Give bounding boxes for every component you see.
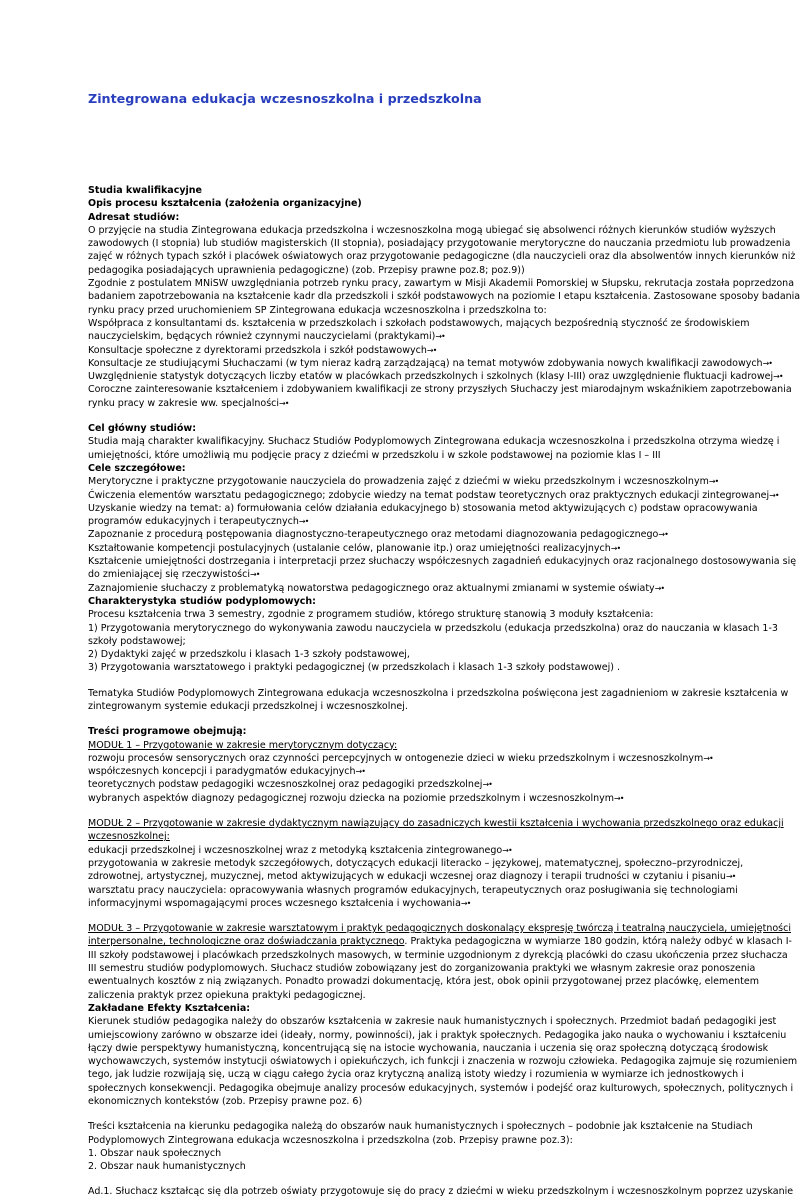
text-line (88, 475, 719, 488)
line-text: III szkoły podstawowej i placówkach przedszkolnych masowych, w terminie uzgodnionym z dyrekcją placówki do czasu ukończenia przez słuchacza (88, 949, 788, 961)
text-line (88, 224, 776, 237)
text-line (88, 237, 791, 250)
text-line (88, 765, 698, 778)
text-line (88, 648, 698, 661)
text-line (88, 857, 744, 870)
paragraph-mark-icon: →• (703, 753, 713, 763)
text-line (88, 778, 698, 791)
line-text: teoretycznych podstaw pedagogiki wczesnoszkolnej oraz pedagogiki przedszkolnej (88, 779, 483, 791)
text-line (88, 277, 795, 290)
line-text: zdrowotnej, artystycznej, muzycznej, metod aktywizujących w edukacji wczesnej oraz diagnozy i terapii trudności w czytaniu i pisaniu (88, 871, 726, 883)
text-line (88, 792, 698, 805)
line-text: Podyplomowych Zintegrowana edukacja wczesnoszkolna i przedszkolna (zob. Przepisy prawne poz.3): (88, 1134, 573, 1146)
line-text: tego, jak ludzie rozwijają się, uczą w ciągu całego życia oraz krytyczną analizą istoty wiedzy i rozumienia w wymiarze ich jednostkowych i (88, 1069, 744, 1081)
page-title: Zintegrowana edukacja wczesnoszkolna i przedszkolna (88, 91, 482, 106)
text-line (88, 1015, 777, 1028)
paragraph-mark-icon: →• (614, 793, 624, 803)
text-line (88, 449, 698, 462)
line-text: 1) Przygotowania merytorycznego do wykonywania zawodu nauczyciela w przedszkolu (edukacja przedszkolna) oraz do nauczania w klasach 1-3 (88, 622, 778, 634)
paragraph-mark-icon: →• (426, 345, 437, 355)
line-text: rozwoju procesów sensorycznych oraz czynności percepcyjnych w ontogenezie dzieci w wieku przedszkolnym i wczesnoszkolnym (88, 752, 704, 764)
paragraph-mark-icon: →• (773, 372, 783, 382)
line-text: III semestru studiów podyplomowych. Słuchacz studiów zobowiązany jest do zorganizowania praktyki we własnym zakresie oraz ponoszenia (88, 963, 756, 975)
line-text: MODUŁ 2 – Przygotowanie w zakresie dydaktycznym nawiązujący do zasadniczych kwestii kształcenia i wychowania przedszkolnego oraz edukacji (88, 818, 784, 830)
text-line (88, 1042, 769, 1055)
line-text: Studia kwalifikacyjne (88, 185, 202, 196)
line-text: społecznych konsekwencji. Pedagogika obejmuje analizy procesów edukacyjnych, systemów i podejść oraz kulturowych, społecznych, politycznych i (88, 1082, 794, 1094)
line-text: Cele szczegółowe: (88, 462, 186, 474)
line-text: umiejscowiony zarówno w obszarze idei (ideały, normy, powinności), jak i praktyk społecznych. Pedagogika jako nauka o wychowaniu i kształceniu (88, 1029, 787, 1041)
text-segment: interpersonalne, technologiczne oraz doświadczania praktycznego (88, 936, 405, 948)
line-text: Uzyskanie wiedzy na temat: a) formułowania celów działania edukacyjnego b) stosowania metod aktywizujących c) podstaw opracowywania (88, 502, 758, 514)
paragraph-mark-icon: →• (355, 767, 365, 777)
line-text: Treści programowe obejmują: (88, 726, 247, 738)
line-text: pedagogika posiadających uprawnienia pedagogiczne) (zob. Przepisy prawne poz.8; poz.9)) (88, 264, 525, 276)
paragraph-mark-icon: →• (610, 543, 621, 553)
paragraph-mark-icon: →• (762, 358, 772, 368)
text-line (88, 1134, 698, 1147)
text-line (88, 1160, 698, 1173)
line-text: O przyjęcie na studia Zintegrowana edukacja przedszkolna i wczesnoszkolna mogą ubiegać się absolwenci różnych kierunków studiów wyższych (88, 224, 776, 236)
paragraph-gap (88, 1108, 698, 1120)
text-line (88, 844, 698, 857)
line-text: Kształtowanie kompetencji postulacyjnych (ustalanie celów, planowanie itp.) oraz umiejętności realizacyjnych (88, 542, 611, 554)
paragraph-gap (88, 910, 698, 922)
line-text: edukacji przedszkolnej i wczesnoszkolnej wraz z metodyką kształcenia zintegrowanego (88, 844, 503, 856)
section-heading (88, 184, 698, 197)
paragraph-gap (88, 805, 698, 817)
section-heading (88, 1002, 698, 1015)
line-text: zaliczenia praktyk przez opiekuna praktyki pedagogicznej. (88, 989, 366, 1001)
line-text: programów edukacyjnych i terapeutycznych (88, 516, 299, 528)
paragraph-mark-icon: →• (279, 398, 289, 408)
text-line (88, 949, 788, 962)
text-line (88, 870, 736, 883)
text-line (88, 357, 772, 370)
paragraph-mark-icon: →• (502, 845, 512, 855)
text-line (88, 555, 797, 568)
line-text: Ad.1. Słuchacz kształcąc się dla potrzeb oświaty przygotowuje się do pracy z dziećmi w wieku przedszkolnym i wczesnoszkolnym poprzez uzyskanie (88, 1186, 794, 1198)
text-line (88, 304, 698, 317)
text-line (88, 700, 698, 713)
text-line (88, 1082, 794, 1095)
section-heading (88, 462, 698, 475)
line-text: wychowawczych, systemów instytucji oświatowych i opiekuńczych, ich funkcji i znaczenia w rozwoju człowieka. Pedagogika zajmuje się rozumieniem (88, 1056, 798, 1068)
line-text: Zakładane Efekty Kształcenia: (88, 1002, 251, 1014)
text-line (88, 568, 698, 581)
line-text: Konsultacje społeczne z dyrektorami przedszkola i szkół podstawowych (88, 344, 427, 356)
paragraph-gap (88, 675, 698, 687)
line-text: Charakterystyka studiów podyplomowych: (88, 595, 316, 607)
line-text: Opis procesu kształcenia (założenia organizacyjne) (88, 198, 362, 210)
section-heading (88, 422, 698, 435)
line-text: ekonomicznych kontekstów (zob. Przepisy prawne poz. 6) (88, 1096, 363, 1107)
text-line (88, 528, 698, 541)
text-line (88, 687, 789, 700)
text-line (88, 661, 698, 674)
text-line (88, 1120, 753, 1133)
text-line (88, 250, 796, 263)
text-line (88, 962, 756, 975)
line-text: Kierunek studiów pedagogika należy do obszarów kształcenia w zakresie nauk humanistycznych i społecznych. Przedmiot badań pedagogiki jest (88, 1016, 777, 1028)
text-line (88, 489, 779, 502)
text-line (88, 1095, 698, 1108)
text-line (88, 1068, 744, 1081)
text-line (88, 739, 698, 752)
line-text: Studia mają charakter kwalifikacyjny. Słuchacz Studiów Podyplomowych Zintegrowana edukacja wczesnoszkolna i przedszkolna otrzyma wiedzę i (88, 436, 780, 448)
text-line (88, 330, 698, 343)
text-line (88, 752, 713, 765)
line-text: 2) Dydaktyki zajęć w przedszkolu i klasach 1-3 szkoły podstawowej, (88, 649, 410, 661)
paragraph-mark-icon: →• (658, 530, 668, 540)
text-line (88, 635, 698, 648)
section-heading (88, 197, 698, 210)
line-text: szkoły podstawowej; (88, 635, 186, 647)
paragraph-mark-icon: →• (298, 517, 309, 527)
paragraph-gap (88, 713, 698, 725)
text-line (88, 264, 698, 277)
text-line (88, 817, 784, 830)
line-text: Adresat studiów: (88, 211, 180, 223)
paragraph-mark-icon: →• (250, 570, 260, 580)
line-text: Konsultacje ze studiującymi Słuchaczami (w tym nieraz kadrą zarządzającą) na temat motywów zdobywania nowych kwalifikacji zawodowych (88, 357, 763, 369)
line-text: informacyjnymi wspomagającymi proces wczesnego kształcenia i wychowania (88, 897, 461, 909)
section-heading (88, 595, 698, 608)
text-line (88, 397, 698, 410)
line-text: Treści kształcenia na kierunku pedagogika należą do obszarów nauk humanistycznych i społecznych – podobnie jak kształcenie na Studiach (88, 1121, 753, 1133)
text-line (88, 515, 698, 528)
text-line (88, 1055, 798, 1068)
line-text: rynku pracy przed uruchomieniem SP Zintegrowana edukacja wczesnoszkolna i przedszkolna to: (88, 304, 547, 316)
line-text: Ćwiczenia elementów warsztatu pedagogicznego; zdobycie wiedzy na temat podstaw teoretycznych oraz praktycznych edukacji zintegrowanej (88, 489, 770, 501)
line-text: umiejętności, które umożliwią mu podjęcie pracy z dziećmi w przedszkolu i w szkole podstawowej na poziomie klas I – III (88, 449, 661, 461)
paragraph-gap (88, 1173, 698, 1185)
text-line (88, 290, 800, 303)
text-line (88, 622, 778, 635)
line-text: wczesnoszkolnej: (88, 831, 170, 843)
paragraph-gap (88, 410, 698, 422)
document-body (88, 184, 800, 1199)
text-line (88, 608, 698, 621)
line-text: Cel główny studiów: (88, 423, 196, 435)
line-text: Kształcenie umiejętności dostrzegania i interpretacji przez słuchaczy współczesnych zagadnień edukacyjnych oraz racjonalnego dostosowywania się (88, 556, 797, 568)
line-text: zawodowych (I stopnia) lub studiów magisterskich (II stopnia), posiadający przygotowanie merytoryczne do nauczania przedmiotu lub prowadzenia (88, 238, 791, 250)
text-line (88, 317, 750, 330)
line-text: Tematyka Studiów Podyplomowych Zintegrowana edukacja wczesnoszkolna i przedszkolna poświęcona jest zagadnieniom w zakresie kształcenia w (88, 687, 789, 699)
line-text: Zaznajomienie słuchaczy z problematyką nowatorstwa pedagogicznego oraz aktualnymi zmianami w systemie oświaty (88, 582, 655, 594)
text-line (88, 582, 698, 595)
text-line (88, 383, 792, 396)
line-text: 3) Przygotowania warsztatowego i praktyki pedagogicznej (w przedszkolach i klasach 1-3 szkoły podstawowej) . (88, 662, 621, 674)
line-text: do zmieniającej się rzeczywistości (88, 569, 250, 581)
line-text: Merytoryczne i praktyczne przygotowanie nauczyciela do prowadzenia zajęć z dziećmi w wieku przedszkolnym i wczesnoszkolnym (88, 476, 709, 488)
text-line (88, 502, 758, 515)
text-line (88, 435, 780, 448)
text-line (88, 975, 759, 988)
line-text: Współpraca z konsultantami ds. kształcenia w przedszkolach i szkołach podstawowych, mających bezpośrednią styczność ze środowiskiem (88, 317, 750, 329)
line-text: Zapoznanie z procedurą postępowania diagnostyczno-terapeutycznego oraz metodami diagnozowania pedagogicznego (88, 529, 659, 541)
section-heading (88, 211, 698, 224)
line-text: 1. Obszar nauk społecznych (88, 1147, 222, 1159)
paragraph-mark-icon: →• (725, 872, 736, 882)
line-text: łączy dwie perspektywy humanistyczną, koncentrującą się na istocie wychowania, nauczania i uczenia się oraz społeczną dotyczącą środowisk (88, 1042, 769, 1054)
line-text: zintegrowanym systemie edukacji przedszkolnej i wczesnoszkolnej. (88, 700, 408, 712)
text-line (88, 935, 792, 948)
line-text: warsztatu pracy nauczyciela: opracowywania własnych programów edukacyjnych, terapeutycznych oraz posługiwania się technologiami (88, 884, 738, 896)
paragraph-mark-icon: →• (435, 332, 445, 342)
text-line (88, 884, 738, 897)
line-text: zajęć w różnych typach szkół i placówek oświatowych oraz przygotowanie pedagogiczne (dla nauczycieli oraz dla absolwentów innych kierunków niż (88, 251, 796, 263)
line-text: Coroczne zainteresowanie kształceniem i zdobywaniem kwalifikacji ze strony przyszłych Słuchaczy jest miarodajnym wskaźnikiem zapotrzebowania (88, 384, 792, 396)
line-text: Procesu kształcenia trwa 3 semestry, zgodnie z programem studiów, którego strukturę stanowią 3 moduły kształcenia: (88, 609, 654, 621)
paragraph-mark-icon: →• (482, 780, 492, 790)
line-text: ewentualnych kosztów z nią związanych. Ponadto prowadzi dokumentację, która jest, obok opinii przygotowanej przez placówkę, elementem (88, 976, 759, 988)
line-text: przygotowania w zakresie metodyk szczegółowych, dotyczących edukacji literacko – językowej, matematycznej, społeczno–przyrodniczej, (88, 857, 744, 869)
text-line (88, 989, 698, 1002)
text-segment: . Praktyka pedagogiczna w wymiarze 180 godzin, którą należy odbyć w klasach I- (404, 936, 792, 948)
text-line (88, 344, 698, 357)
line-text: rynku pracy w zakresie ww. specjalności (88, 397, 280, 409)
line-text: MODUŁ 1 – Przygotowanie w zakresie merytorycznym dotyczący: (88, 739, 398, 751)
line-text: Zgodnie z postulatem MNiSW uwzględniania potrzeb rynku pracy, zawartym w Misji Akademii Pomorskiej w Słupsku, rekrutacja została poprzedzona (88, 278, 795, 290)
line-text: badaniem zapotrzebowania na kształcenie kadr dla przedszkoli i szkół podstawowych na poziomie I etapu kształcenia. Zastosowane sposoby badania (88, 291, 800, 303)
paragraph-mark-icon: →• (460, 898, 471, 908)
text-line (88, 897, 698, 910)
paragraph-mark-icon: →• (769, 490, 779, 500)
paragraph-mark-icon: →• (708, 477, 719, 487)
text-line (88, 1029, 787, 1042)
text-line (88, 542, 698, 555)
text-line (88, 830, 698, 843)
text-line (88, 922, 791, 935)
line-text: wybranych aspektów diagnozy pedagogicznej rozwoju dziecka na poziomie przedszkolnym i wczesnoszkolnym (88, 792, 615, 804)
line-text: współczesnych koncepcji i paradygmatów edukacyjnych (88, 766, 356, 778)
text-line (88, 1147, 698, 1160)
text-line (88, 370, 783, 383)
line-text: 2. Obszar nauk humanistycznych (88, 1161, 246, 1173)
section-heading (88, 725, 698, 738)
text-line (88, 1185, 794, 1198)
line-text: MODUŁ 3 – Przygotowanie w zakresie warsztatowym i praktyk pedagogicznych doskonalący ekspresję twórczą i teatralną nauczyciela, umiejętności (88, 923, 791, 935)
line-text: Uwzględnienie statystyk dotyczących liczby etatów w placówkach przedszkolnych i szkolnych (klasy I-III) oraz uwzględnienie fluktuacji kadrowej (88, 371, 774, 383)
paragraph-mark-icon: →• (654, 583, 665, 593)
line-text: nauczycielskim, będących również czynnymi nauczycielami (praktykami) (88, 331, 436, 343)
